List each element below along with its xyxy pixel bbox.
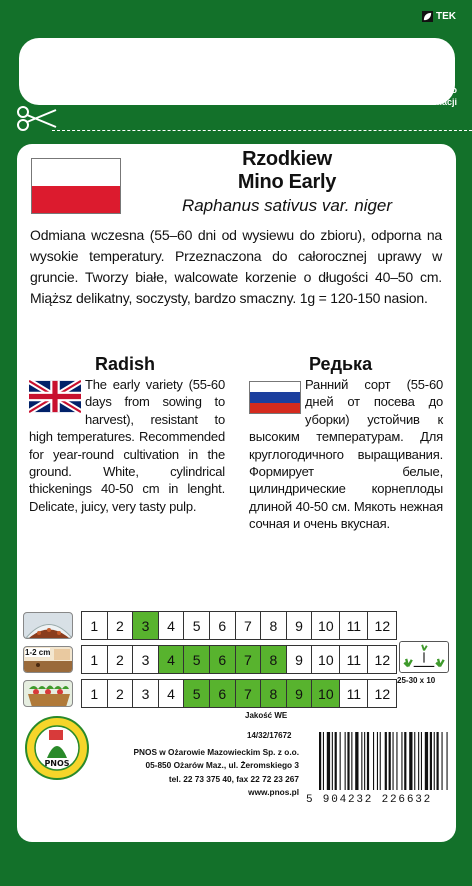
calendar-month-cell: 8	[261, 680, 287, 707]
english-description: The early variety (55-60 days from sowing to harvest), resistant to high temperatures. Recommended for year-round cultivation in the ground. White, cylindrical thickenings 40-50 cm in lenght. Delicate, juicy, very tasty pulp.	[29, 377, 225, 514]
calendar-month-cell: 10	[312, 646, 340, 673]
barcode-bar	[401, 732, 402, 790]
calendar-month-cell: 8	[261, 612, 287, 639]
calendar-month-cell: 9	[287, 646, 313, 673]
calendar-month-cell: 1	[82, 646, 108, 673]
latin-name: Raphanus sativus var. niger	[181, 196, 393, 215]
tek-logo	[422, 11, 456, 22]
calendar-row-field-sowing	[23, 645, 397, 674]
calendar-month-cell: 9	[287, 680, 313, 707]
calendar-month-cell: 4	[159, 612, 185, 639]
barcode-bar	[351, 732, 352, 790]
calendar-month-cell: 11	[340, 680, 368, 707]
barcode-bar	[327, 732, 330, 790]
product-code: 14/32/17672	[247, 731, 292, 740]
polish-flag-icon	[31, 158, 121, 214]
calendar-month-cell: 3	[133, 612, 159, 639]
barcode-bar	[335, 732, 337, 790]
barcode-bar	[345, 732, 346, 790]
product-title-line1: Rzodkiew	[242, 148, 332, 170]
calendar-row-greenhouse	[23, 611, 397, 640]
calendar-month-cell: 6	[210, 646, 236, 673]
packaging-note: Opakowanie służy jako dowód do reklamacji	[358, 85, 457, 107]
barcode-bar	[367, 732, 369, 790]
calendar-month-cell: 5	[184, 646, 210, 673]
barcode-bar	[434, 732, 435, 790]
harvest-basket-icon	[23, 680, 73, 707]
calendar-month-cell: 1	[82, 680, 108, 707]
barcode-bar	[340, 732, 341, 790]
calendar-month-cell: 11	[340, 612, 368, 639]
calendar-month-cell: 4	[159, 646, 185, 673]
calendar-month-cell: 5	[184, 680, 210, 707]
calendar-month-cell: 7	[236, 612, 262, 639]
calendar-month-cell: 12	[374, 617, 391, 634]
barcode-bar	[393, 732, 394, 790]
barcode-bar	[364, 732, 365, 790]
barcode-bar	[347, 732, 349, 790]
barcode-bar	[447, 732, 448, 790]
calendar-month-cell: 7	[236, 680, 262, 707]
barcode	[313, 728, 453, 798]
ozarowskie-nasiona-logo	[25, 716, 89, 780]
barcode-bar	[430, 732, 432, 790]
barcode-bar	[389, 732, 391, 790]
company-line1: PNOS w Ożarowie Mazowieckim Sp. z o.o.	[133, 747, 299, 757]
svg-text:PNOS: PNOS	[44, 759, 70, 768]
sowing-depth-icon	[23, 646, 73, 673]
barcode-bar	[323, 732, 324, 790]
calendar-cells	[81, 645, 397, 674]
tek-label: TEK	[436, 11, 456, 22]
barcode-bar	[319, 732, 321, 790]
polish-description: Odmiana wczesna (55–60 dni od wysiewu do zbioru), odporna na wysokie temperatury. Przeznaczona do całorocznej uprawy w gruncie. Tworzy białe, walcowate korzenie o długości 40–50 cm. Miąższ delikatny, soczysty, bardzo smaczny. 1g = 120-150 nasion.	[30, 227, 442, 306]
barcode-bar	[425, 732, 428, 790]
company-address	[99, 746, 299, 799]
barcode-bar	[418, 732, 419, 790]
barcode-bar	[409, 732, 412, 790]
plant-spacing-icon	[399, 641, 449, 673]
barcode-bar	[355, 732, 358, 790]
barcode-bar	[421, 732, 422, 790]
calendar-month-cell: 2	[108, 646, 134, 673]
company-line3: tel. 22 73 375 40, fax 22 72 23 267	[168, 773, 299, 784]
barcode-bar	[414, 732, 415, 790]
calendar-month-cell: 2	[108, 612, 134, 639]
scissors-icon	[16, 105, 60, 131]
calendar-cells	[81, 679, 397, 708]
calendar-month-cell: 3	[133, 680, 159, 707]
calendar-month-cell: 7	[236, 646, 262, 673]
barcode-bar	[373, 732, 374, 790]
barcode-bar	[380, 732, 381, 790]
calendar-month-cell: 5	[184, 612, 210, 639]
calendar-month-cell: 12	[374, 685, 391, 702]
cut-line	[52, 130, 472, 131]
calendar-month-cell: 4	[159, 680, 185, 707]
calendar-month-cell: 6	[210, 680, 236, 707]
sowing-depth-label: 1-2 cm	[25, 648, 51, 657]
company-line2: 05-850 Ożarów Maz., ul. Żeromskiego 3	[145, 760, 299, 771]
calendar-month-cell: 10	[312, 680, 340, 707]
product-title-line2: Mino Early	[237, 171, 337, 193]
calendar-month-cell: 1	[82, 612, 108, 639]
barcode-bar	[377, 732, 378, 790]
barcode-bar	[442, 732, 443, 790]
calendar-month-cell: 8	[261, 646, 287, 673]
calendar-row-harvest	[23, 679, 397, 708]
leaf-icon	[422, 11, 433, 22]
barcode-bar	[404, 732, 406, 790]
russian-description: Ранний сорт (55-60 дней от посева до уборки) устойчив к высоким температурам. Для круглогодичного выращивания. Формирует белые, цилиндрические корнеплоды длиной 40-50 см. Мякоть нежная сочная и очень вкусная.	[249, 377, 443, 532]
quality-label: Jakość WE	[245, 711, 288, 720]
product-title	[157, 148, 417, 194]
calendar-month-cell: 3	[133, 646, 159, 673]
calendar-month-cell: 6	[210, 612, 236, 639]
barcode-bar	[332, 732, 333, 790]
barcode-number: 5 904232 226632	[306, 794, 433, 806]
calendar-month-cell: 11	[340, 646, 368, 673]
greenhouse-icon	[23, 612, 73, 639]
barcode-bar	[385, 732, 387, 790]
calendar-month-cell: 10	[312, 612, 340, 639]
russian-title: Редька	[309, 354, 373, 374]
calendar-month-cell: 12	[374, 651, 391, 668]
calendar-cells	[81, 611, 397, 640]
russian-text-block	[249, 376, 443, 533]
barcode-bar	[437, 732, 439, 790]
english-text-block	[29, 376, 225, 515]
barcode-bar	[361, 732, 362, 790]
product-card	[17, 144, 456, 842]
company-website: www.pnos.pl	[248, 786, 299, 797]
barcode-bar	[396, 732, 397, 790]
calendar-month-cell: 9	[287, 612, 313, 639]
calendar-month-cell: 2	[108, 680, 134, 707]
spacing-label: 25-30 x 10	[397, 676, 436, 685]
english-title: Radish	[95, 354, 156, 374]
